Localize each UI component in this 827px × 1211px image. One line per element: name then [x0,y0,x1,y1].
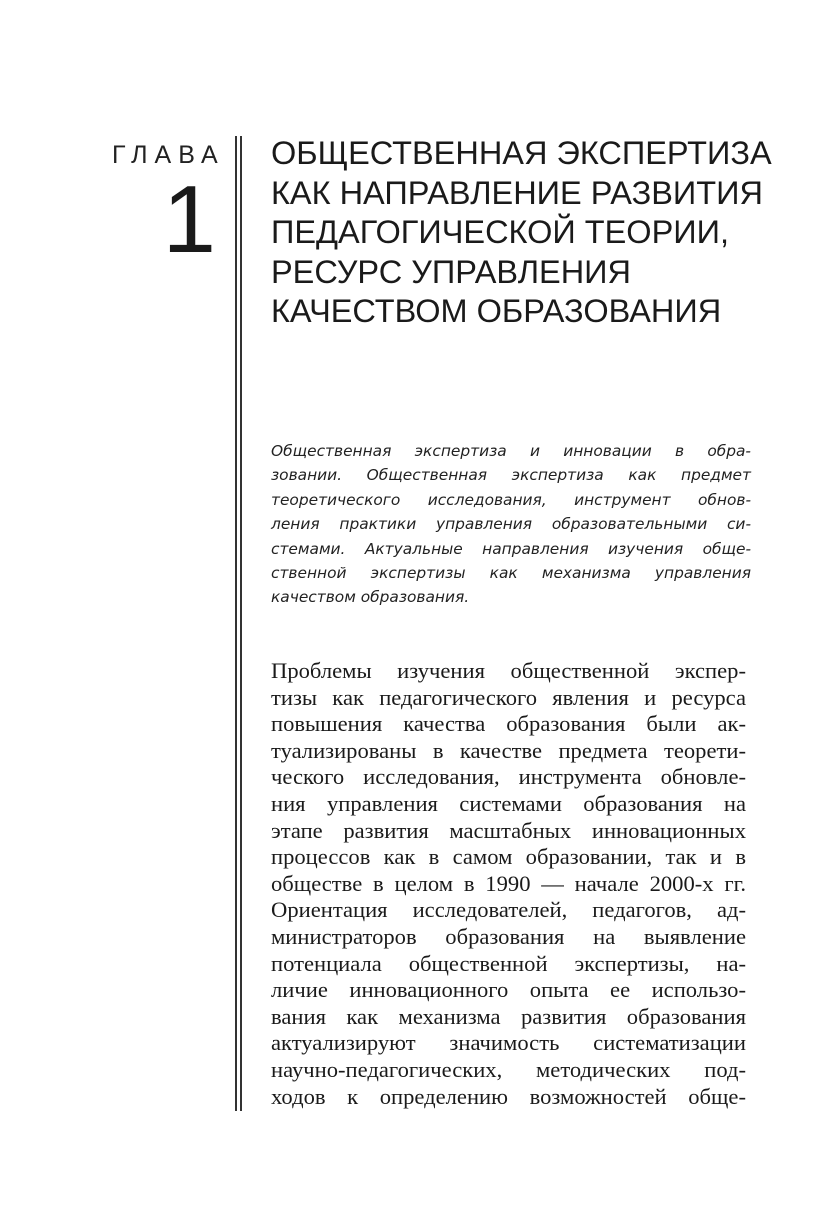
margin-rule-left [235,136,237,1111]
chapter-title-line: ПЕДАГОГИЧЕСКОЙ ТЕОРИИ, [271,214,730,250]
body-line: министраторов образования на выявление [271,923,746,949]
summary-line: теоретического исследования, инструмент обнов- [271,490,751,509]
body-line: научно-педагогических, методических под- [271,1056,746,1082]
body-paragraph [271,658,746,1110]
summary-line: ления практики управления образовательными си- [271,515,751,534]
summary-line: Общественная экспертиза и инновации в обра- [271,442,751,460]
body-line: туализированы в качестве предмета теорети- [271,737,746,763]
chapter-number: 1 [162,166,216,273]
margin-rule-right [240,136,242,1111]
body-line: потенциала общественной экспертизы, на- [271,950,746,976]
chapter-title-line: РЕСУРС УПРАВЛЕНИЯ [271,253,632,290]
summary-line: стемами. Актуальные направления изучения обще- [271,539,751,558]
body-line: этапе развития масштабных инновационных [271,817,746,843]
body-line: вания как механизма развития образования [271,1003,746,1029]
body-line: повышения качества образования были ак- [271,711,746,737]
summary-line: ственной экспертизы как механизма управления [271,564,751,583]
summary-line: зовании. Общественная экспертиза как предмет [271,466,751,485]
body-line: личие инновационного опыта ее использо- [271,977,746,1003]
body-line: Ориентация исследователей, педагогов, ад- [271,897,746,923]
body-line: процессов как в самом образовании, так и в [271,844,746,870]
chapter-title-line: КАЧЕСТВОМ ОБРАЗОВАНИЯ [271,293,722,329]
body-line: ческого исследования, инструмента обновле- [271,764,746,790]
body-line: обществе в целом в 1990 — начале 2000-х гг. [271,870,746,896]
chapter-title-line: ОБЩЕСТВЕННАЯ ЭКСПЕРТИЗА [271,135,772,171]
chapter-title [271,134,771,332]
body-line: Проблемы изучения общественной экспер- [271,658,746,683]
chapter-title-line: КАК НАПРАВЛЕНИЕ РАЗВИТИЯ [271,174,763,211]
body-line: ния управления системами образования на [271,790,746,816]
chapter-summary [271,439,751,610]
body-line: тизы как педагогического явления и ресурса [271,684,746,710]
body-line: ходов к определению возможностей обще- [271,1083,746,1109]
chapter-label: ГЛАВА [112,141,225,169]
body-line: актуализируют значимость систематизации [271,1030,746,1056]
summary-line: качеством образования. [271,588,470,607]
